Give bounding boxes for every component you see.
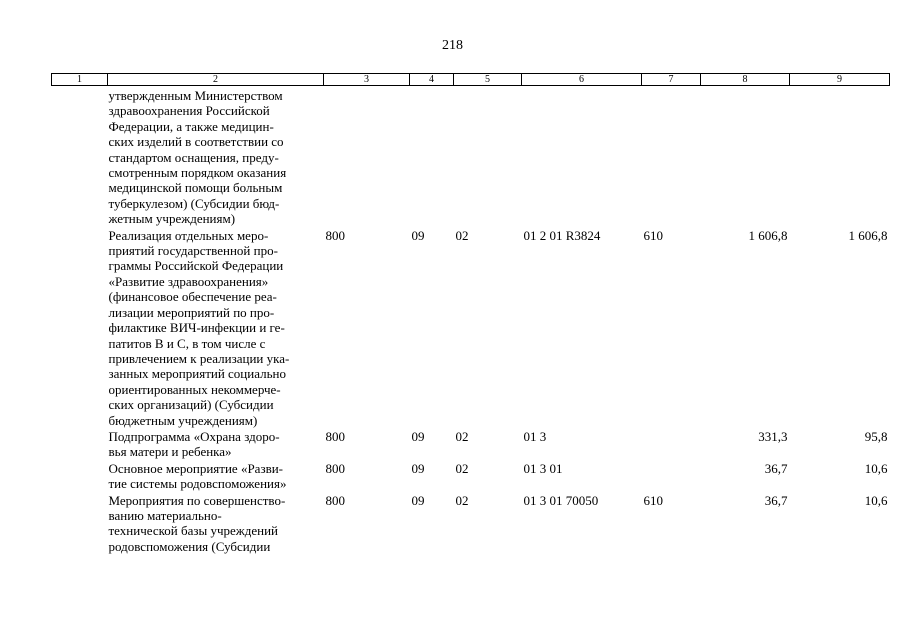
amount-year-2-cell xyxy=(790,86,890,227)
target-article-code-cell: 01 2 01 R3824 xyxy=(523,227,601,243)
amount-year-2-cell: 95,8 xyxy=(864,428,888,444)
column-header-4: 4 xyxy=(410,74,454,86)
table-body xyxy=(52,86,890,555)
section-code-cell: 09 xyxy=(411,227,425,243)
item-name-line: ских организаций) (Субсидии xyxy=(108,397,274,413)
item-name-line: граммы Российской Федерации xyxy=(108,258,284,274)
item-name-line: медицинской помощи больным xyxy=(108,180,283,196)
section-code-cell: 09 xyxy=(411,460,425,476)
item-name-line: стандартом оснащения, преду- xyxy=(108,149,279,165)
section-code-cell: 09 xyxy=(411,428,425,444)
row-number-cell xyxy=(52,492,108,555)
item-name-line: Мероприятия по совершенство- xyxy=(108,492,286,508)
expense-type-code-cell: 610 xyxy=(643,227,663,243)
item-name-line: «Развитие здравоохранения» xyxy=(108,273,269,289)
amount-year-1-cell: 36,7 xyxy=(764,460,788,476)
ministry-code-cell xyxy=(324,86,410,227)
column-header-7: 7 xyxy=(642,74,701,86)
item-name-line: ских изделий в соответствии со xyxy=(108,134,284,150)
item-name-line: тие системы родовспоможения» xyxy=(108,476,287,492)
amount-year-1-cell: 36,7 xyxy=(764,492,788,508)
column-header-6: 6 xyxy=(522,74,642,86)
target-article-code-cell: 01 3 xyxy=(523,428,547,444)
ministry-code-cell: 800 xyxy=(325,428,345,444)
row-number-cell xyxy=(52,86,108,227)
table-row xyxy=(52,428,890,460)
table-header xyxy=(52,74,890,86)
column-header-9: 9 xyxy=(790,74,890,86)
item-name-line: смотренным порядком оказания xyxy=(108,165,287,181)
column-header-2: 2 xyxy=(108,74,324,86)
item-name-line: вья матери и ребенка» xyxy=(108,444,232,460)
item-name-line: занных мероприятий социально xyxy=(108,366,286,382)
row-number-cell xyxy=(52,460,108,492)
column-header-3: 3 xyxy=(324,74,410,86)
amount-year-1-cell: 1 606,8 xyxy=(748,227,788,243)
table-row xyxy=(52,227,890,428)
item-name-line: приятий государственной про- xyxy=(108,243,278,259)
item-name-line: лизации мероприятий по про- xyxy=(108,304,275,320)
ministry-code-cell: 800 xyxy=(325,460,345,476)
amount-year-2-cell: 10,6 xyxy=(864,492,888,508)
item-name-line: привлечением к реализации ука- xyxy=(108,350,290,366)
item-name-line: ванию материально- xyxy=(108,507,222,523)
item-name-line: филактике ВИЧ-инфекции и ге- xyxy=(108,320,285,336)
ministry-code-cell: 800 xyxy=(325,227,345,243)
subsection-code-cell: 02 xyxy=(455,428,469,444)
expense-type-code-cell xyxy=(642,86,701,227)
item-name-line: ориентированных некоммерче- xyxy=(108,381,281,397)
item-name-line: технической базы учреждений xyxy=(108,523,279,539)
table-row xyxy=(52,492,890,555)
subsection-code-cell: 02 xyxy=(455,460,469,476)
amount-year-1-cell: 331,3 xyxy=(758,428,788,444)
ministry-code-cell: 800 xyxy=(325,492,345,508)
target-article-code-cell xyxy=(522,86,642,227)
item-name-cell xyxy=(108,428,324,460)
subsection-code-cell xyxy=(454,86,522,227)
item-name-line: здравоохранения Российской xyxy=(108,103,270,119)
item-name-cell xyxy=(108,460,324,492)
item-name-cell xyxy=(108,86,324,227)
table-row xyxy=(52,460,890,492)
table-row xyxy=(52,86,890,227)
column-number-row xyxy=(52,74,890,86)
column-header-1: 1 xyxy=(52,74,108,86)
target-article-code-cell: 01 3 01 xyxy=(523,460,563,476)
subsection-code-cell: 02 xyxy=(455,227,469,243)
expense-type-code-cell xyxy=(642,460,701,492)
item-name-line: бюджетным учреждениям) xyxy=(108,412,258,428)
amount-year-1-cell xyxy=(701,86,790,227)
amount-year-2-cell: 10,6 xyxy=(864,460,888,476)
item-name-line: Основное мероприятие «Разви- xyxy=(108,460,283,476)
item-name-line: Подпрограмма «Охрана здоро- xyxy=(108,428,280,444)
section-code-cell: 09 xyxy=(411,492,425,508)
item-name-cell xyxy=(108,492,324,555)
expense-type-code-cell xyxy=(642,428,701,460)
column-header-5: 5 xyxy=(454,74,522,86)
row-number-cell xyxy=(52,227,108,428)
item-name-line: туберкулезом) (Субсидии бюд- xyxy=(108,195,280,211)
item-name-line: Реализация отдельных меро- xyxy=(108,227,269,243)
budget-table xyxy=(51,73,890,554)
item-name-line: Федерации, а также медицин- xyxy=(108,118,274,134)
row-number-cell xyxy=(52,428,108,460)
subsection-code-cell: 02 xyxy=(455,492,469,508)
page-number: 218 xyxy=(442,38,463,53)
expense-type-code-cell: 610 xyxy=(643,492,663,508)
item-name-line: (финансовое обеспечение реа- xyxy=(108,289,277,305)
item-name-cell xyxy=(108,227,324,428)
item-name-line: родовспоможения (Субсидии xyxy=(108,538,271,554)
target-article-code-cell: 01 3 01 70050 xyxy=(523,492,599,508)
column-header-8: 8 xyxy=(701,74,790,86)
section-code-cell xyxy=(410,86,454,227)
item-name-line: патитов В и С, в том числе с xyxy=(108,335,266,351)
item-name-line: утвержденным Министерством xyxy=(108,88,283,103)
amount-year-2-cell: 1 606,8 xyxy=(848,227,888,243)
item-name-line: жетным учреждениям) xyxy=(108,211,236,227)
